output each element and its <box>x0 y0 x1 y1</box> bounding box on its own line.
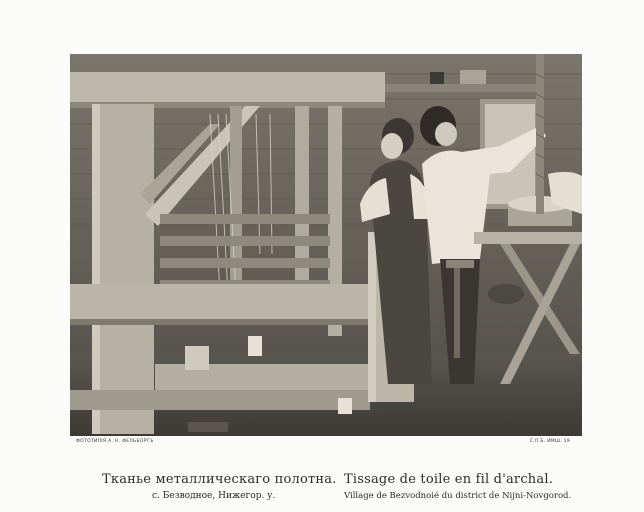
photograph <box>70 54 582 436</box>
photo-credit-right: С.П.Б. ИМШ. 19 <box>529 439 570 444</box>
caption-title-french: Tissage de toile en fil d'archal. <box>344 472 554 487</box>
caption-subtitle-russian: с. Безводное, Нижегор. у. <box>152 491 276 501</box>
photograph-loom-workshop-icon <box>70 54 582 436</box>
caption-subtitle-french: Village de Bezvodnoié du district de Nijni-Novgorod. <box>344 491 572 501</box>
caption-title-russian: Тканье металлическаго полотна. <box>102 472 337 487</box>
photo-credit-left: ФОТОТИПІЯ А. Н. ФЕЛЬБОРГЪ <box>76 439 154 444</box>
